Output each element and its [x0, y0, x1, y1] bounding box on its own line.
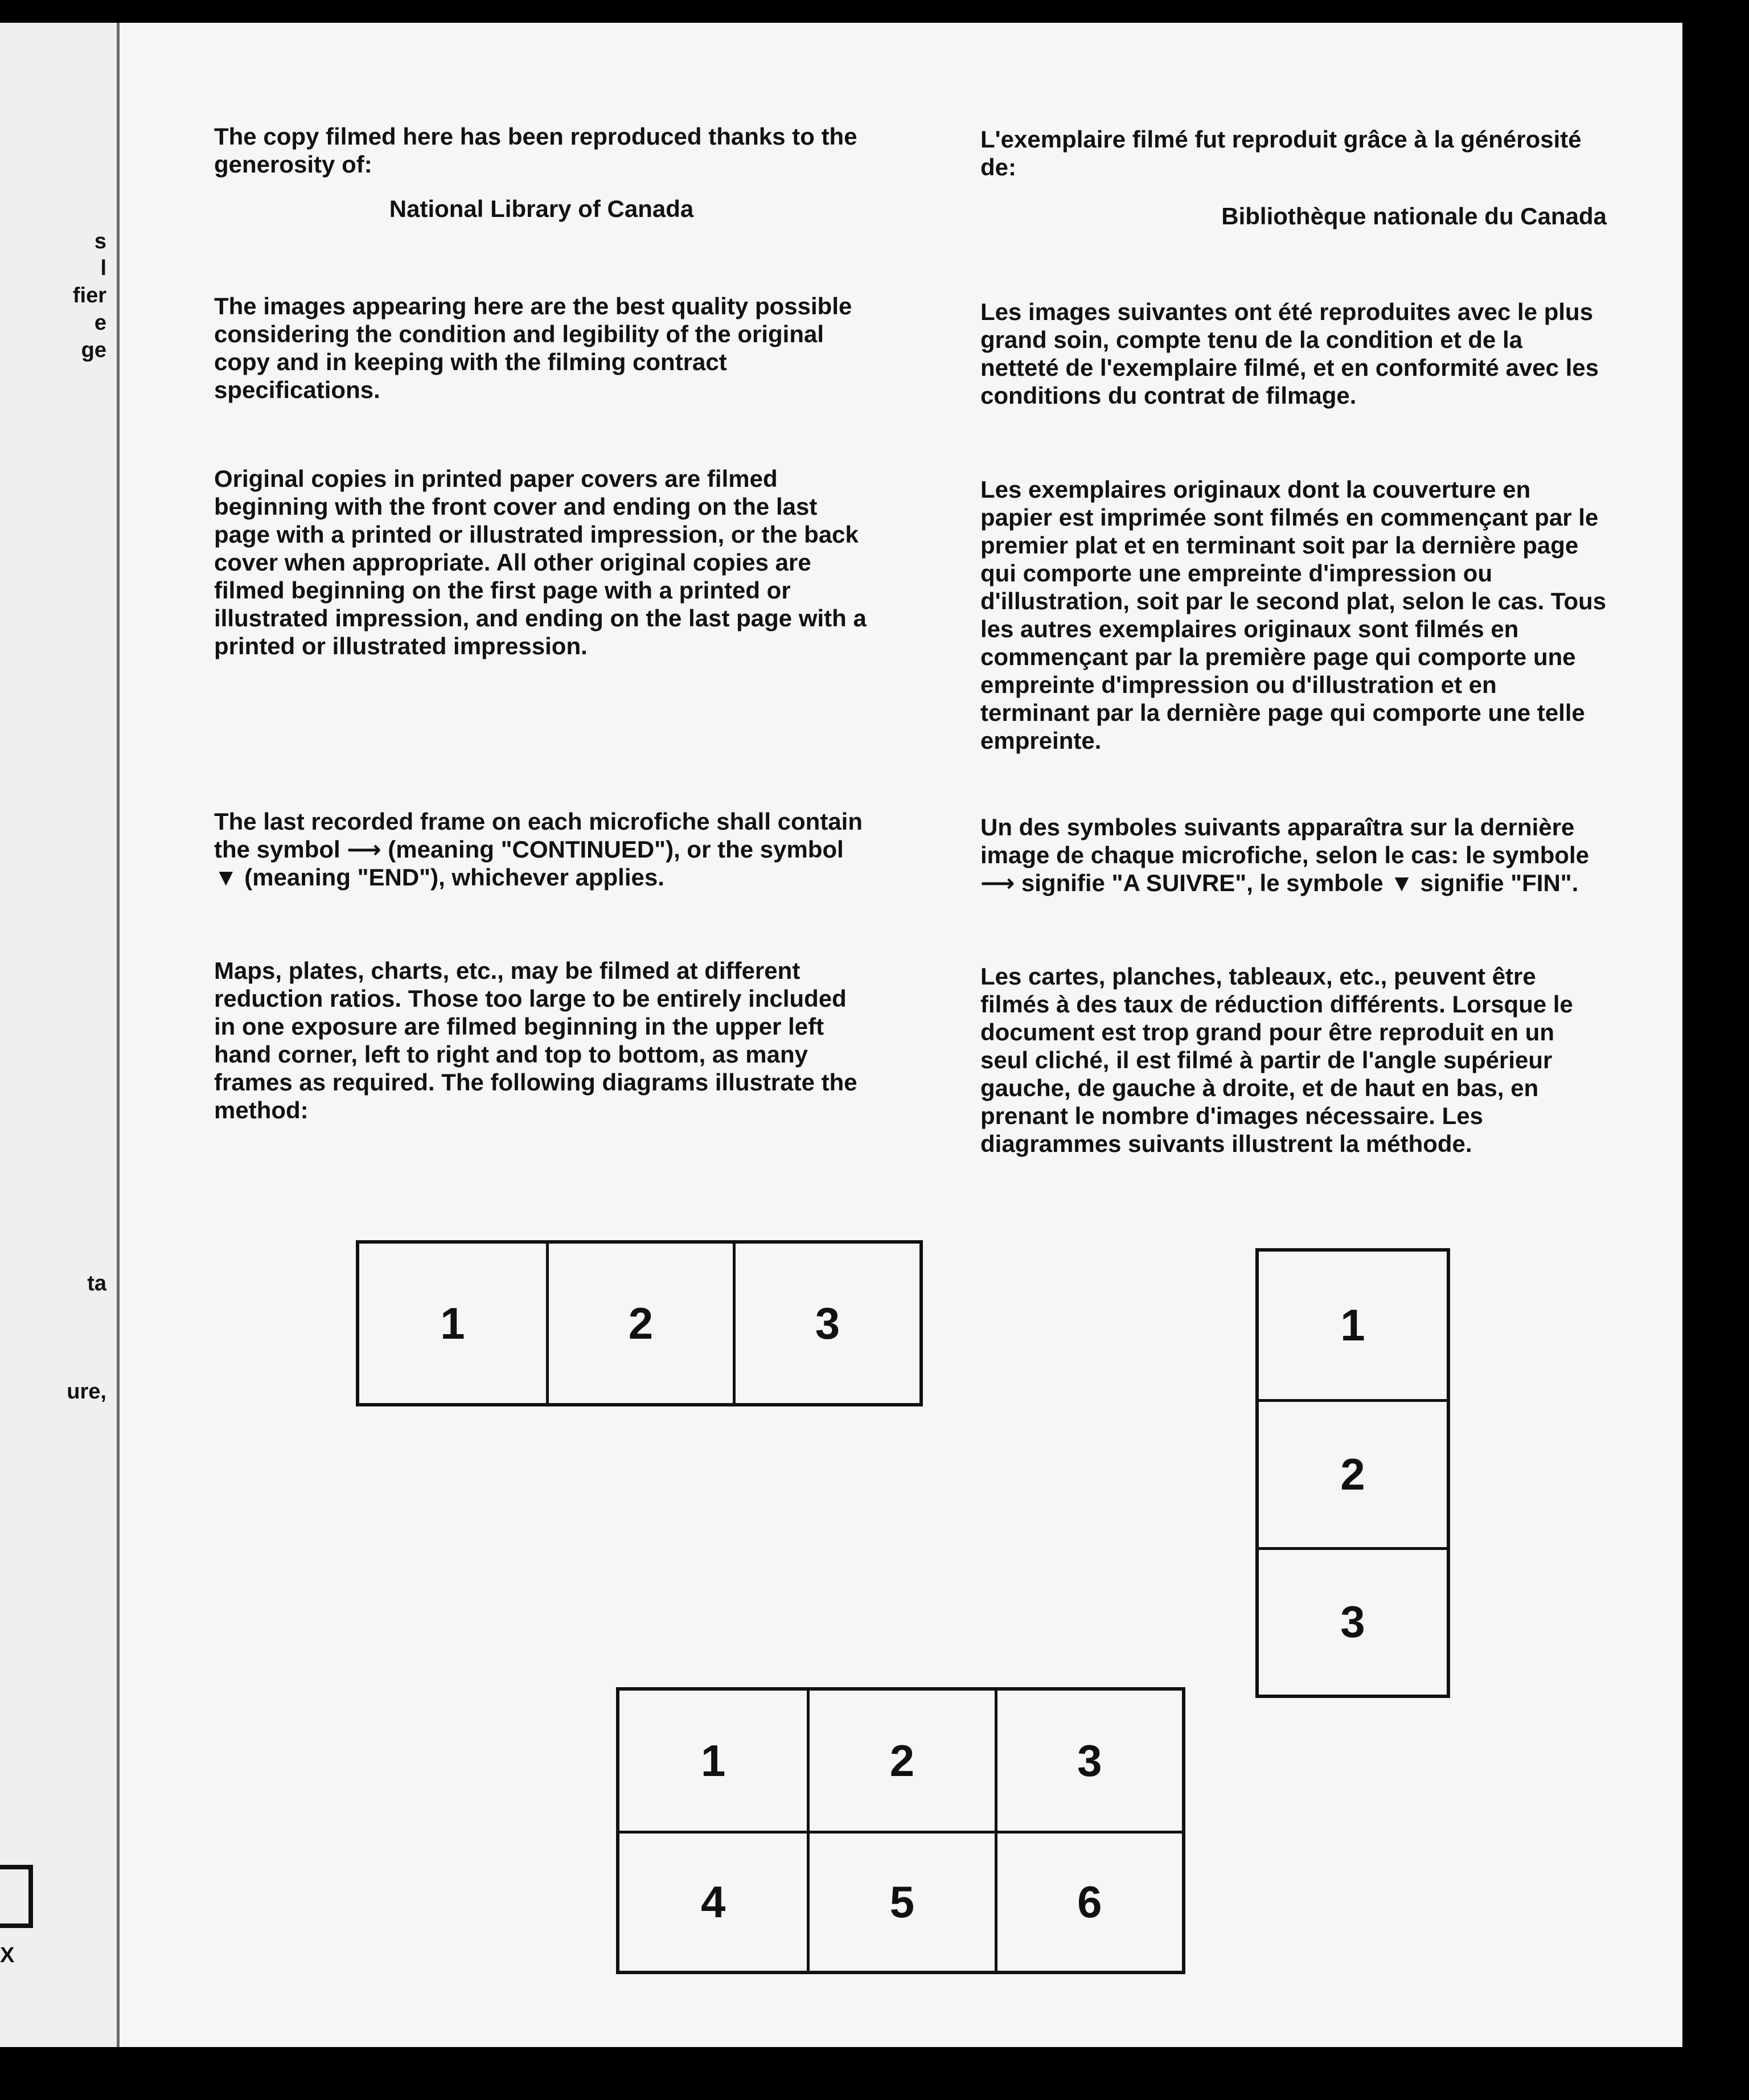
english-paragraph-1: The copy filmed here has been reproduced thanks to the generosity of: — [214, 123, 857, 178]
strip-fragment: s — [94, 229, 106, 253]
frame-cell: 1 — [440, 1298, 465, 1348]
frame-cell: 6 — [995, 1831, 1182, 1971]
frame-cell: 4 — [619, 1831, 807, 1971]
strip-box-fragment — [0, 1865, 33, 1928]
english-paragraph-3: Original copies in printed paper covers are filmed beginning with the front cover and ending on the last page with a printed or illustrated impression, or the back cover when appropriate. All other original copies are filmed beginning on the first page with a printed or illustrated impression, and ending on the last page with a printed or illustrated impression. — [214, 465, 867, 659]
frame-cell: 5 — [807, 1831, 994, 1971]
english-paragraph-4: The last recorded frame on each microfiche shall contain the symbol ⟶ (meaning "CONTINUED"), or the symbol ▼ (meaning "END"), whichever applies. — [214, 808, 863, 891]
frame-cell: 3 — [1259, 1547, 1447, 1695]
frame-cell: 1 — [700, 1735, 726, 1786]
english-library-name: National Library of Canada — [389, 195, 694, 222]
french-paragraph-4: Un des symboles suivants apparaîtra sur la dernière image de chaque microfiche, selon le cas: le symbole ⟶ signifie "A SUIVRE", le symbole ▼ signifie "FIN". — [980, 814, 1590, 896]
french-paragraph-1: L'exemplaire filmé fut reproduit grâce à la générosité de: — [980, 126, 1582, 181]
french-paragraph-3: Les exemplaires originaux dont la couverture en papier est imprimée sont filmés en commençant par le premier plat et en terminant soit par la dernière page qui comporte une empreinte d'impression ou d'illustration, soit par le second plat, selon le cas. Tous les autres exemplaires originaux sont filmés en commençant par la première page qui comporte une empreinte d'impression ou d'illustration et en terminant par la dernière page qui comporte une telle empreinte. — [980, 476, 1607, 754]
strip-fragment: X — [0, 1943, 15, 1967]
french-paragraph-2: Les images suivantes ont été reproduites avec le plus grand soin, compte tenu de la condition et de la netteté de l'exemplaire filmé, et en conformité avec les conditions du contrat de filmage. — [980, 298, 1599, 409]
strip-fragment: fier — [72, 284, 106, 307]
diagram-horizontal-three-frames — [356, 1240, 923, 1406]
strip-fragment: ta — [87, 1272, 106, 1295]
strip-fragment: ure, — [67, 1380, 106, 1404]
english-paragraph-5: Maps, plates, charts, etc., may be filmed at different reduction ratios. Those too large to be entirely included in one exposure are filmed beginning in the upper left hand corner, left to right and top to bottom, as many frames as required. The following diagrams illustrate the method: — [214, 957, 857, 1123]
diagram-vertical-three-frames — [1255, 1248, 1450, 1698]
strip-fragment: l — [100, 256, 106, 280]
strip-fragment: ge — [81, 338, 106, 362]
frame-cell: 3 — [995, 1691, 1182, 1831]
frame-cell: 2 — [807, 1691, 994, 1831]
frame-cell: 3 — [733, 1244, 919, 1403]
english-paragraph-2: The images appearing here are the best quality possible considering the condition and legibility of the original copy and in keeping with the filming contract specifications. — [214, 293, 852, 403]
frame-cell: 1 — [1340, 1300, 1365, 1351]
french-paragraph-5: Les cartes, planches, tableaux, etc., peuvent être filmés à des taux de réduction différents. Lorsque le document est trop grand pour être reproduit en un seul cliché, il est filmé à partir de l'angle supérieur gauche, de gauche à droite, et de haut en bas, en prenant le nombre d'images nécessaire. Les diagrammes suivants illustrent la méthode. — [980, 963, 1573, 1157]
french-library-name: Bibliothèque nationale du Canada — [1221, 203, 1607, 229]
strip-fragment: e — [94, 311, 106, 335]
frame-cell: 2 — [1259, 1399, 1447, 1547]
diagram-six-frame-grid — [616, 1687, 1185, 1974]
frame-cell: 2 — [546, 1244, 733, 1403]
microfiche-target-page — [0, 23, 1682, 2047]
previous-page-strip — [0, 23, 120, 2047]
